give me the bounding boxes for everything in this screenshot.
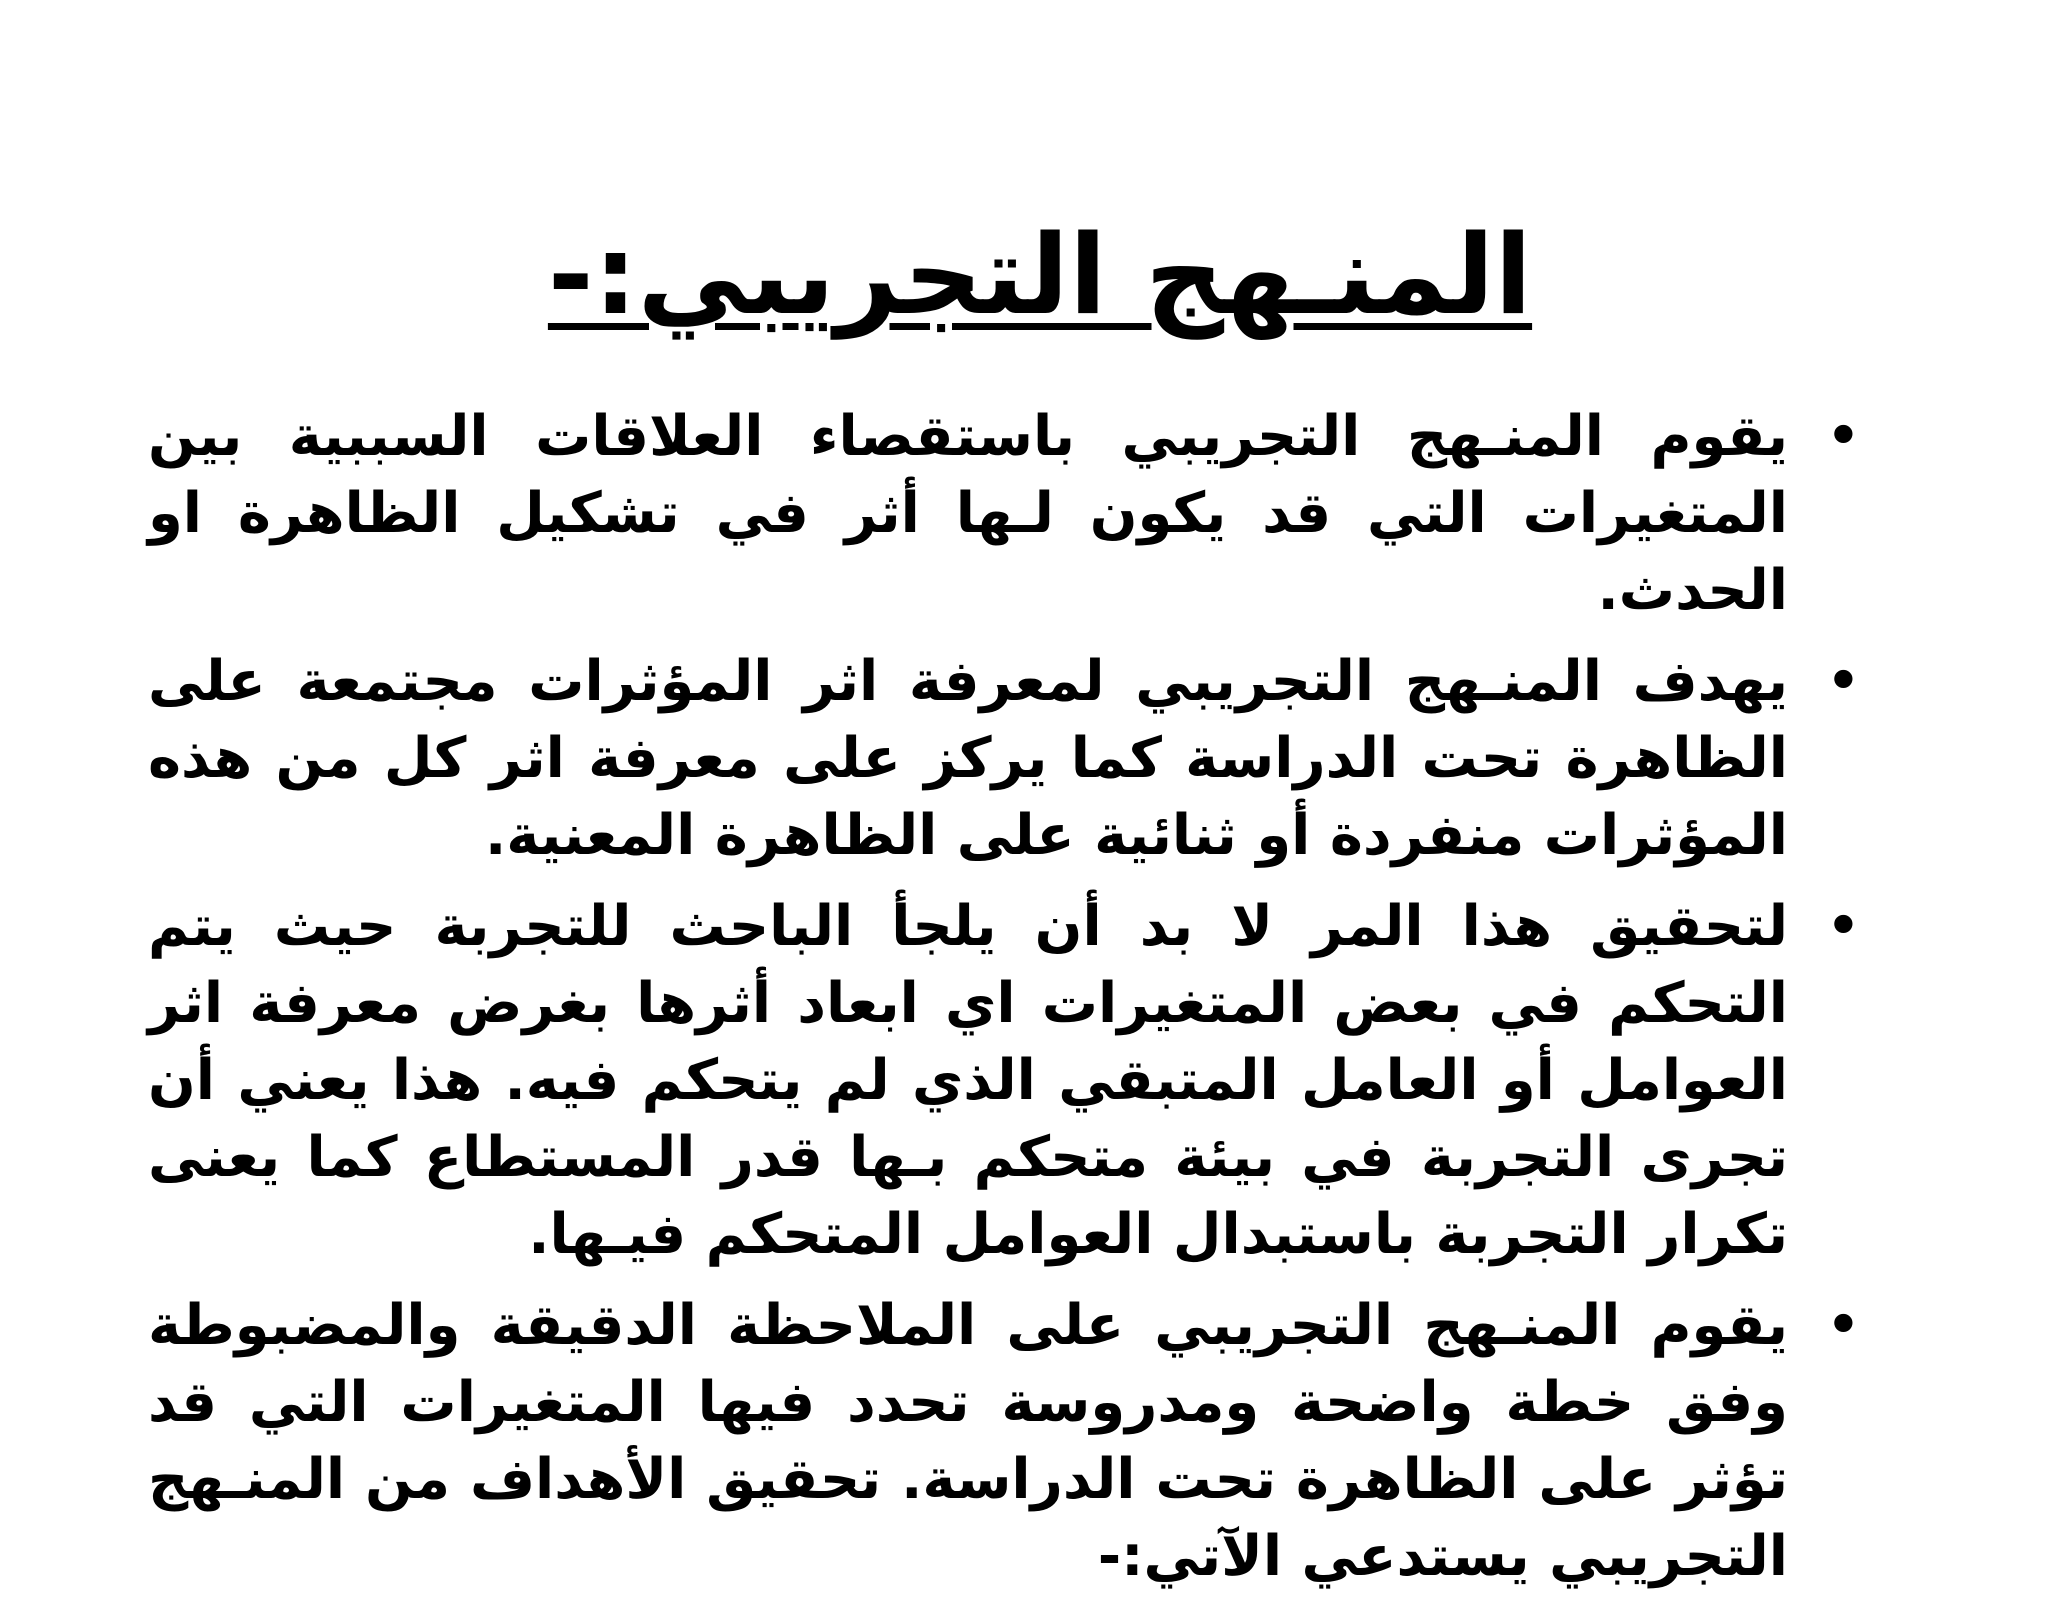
bullet-text: لتحقيق هذا المر لا بد أن يلجأ الباحث للتجربة حيث يتم التحكم في بعض المتغيرات اي ابعاد أثرها بغرض معرفة اثر العوامل أو العامل المتبقي الذي لم يتحكم فيه. هذا يعني أن تجرى التجربة في بيئة متحكم بـها قدر المستطاع كما يعنى تكرار التجربة باستبدال العوامل المتحكم فيـها. — [148, 894, 1788, 1267]
bullet-list — [148, 398, 1868, 1609]
bullet-item-3 — [148, 888, 1868, 1273]
bullet-text: يهدف المنـهج التجريبي لمعرفة اثر المؤثرات مجتمعة على الظاهرة تحت الدراسة كما يركز على معرفة اثر كل من هذه المؤثرات منفردة أو ثنائية على الظاهرة المعنية. — [148, 649, 1788, 868]
slide-title: المنـهج التجريبي:- — [547, 211, 1533, 339]
bullet-text: يقوم المنـهج التجريبي على الملاحظة الدقيقة والمضبوطة وفق خطة واضحة ومدروسة تحدد فيها المتغيرات التي قد تؤثر على الظاهرة تحت الدراسة. تحقيق الأهداف من المنـهج التجريبي يستدعي الآتي:- — [148, 1293, 1788, 1589]
bullet-icon: • — [1826, 1295, 1860, 1355]
bullet-icon: • — [1826, 406, 1860, 466]
bullet-item-1 — [148, 398, 1868, 629]
bullet-item-4 — [148, 1287, 1868, 1595]
bullet-icon: • — [1826, 896, 1860, 956]
bullet-text: يقوم المنـهج التجريبي باستقصاء العلاقات السببية بين المتغيرات التي قد يكون لـها أثر في تشكيل الظاهرة او الحدث. — [148, 404, 1788, 623]
bullet-item-2 — [148, 643, 1868, 874]
bullet-icon: • — [1826, 651, 1860, 711]
